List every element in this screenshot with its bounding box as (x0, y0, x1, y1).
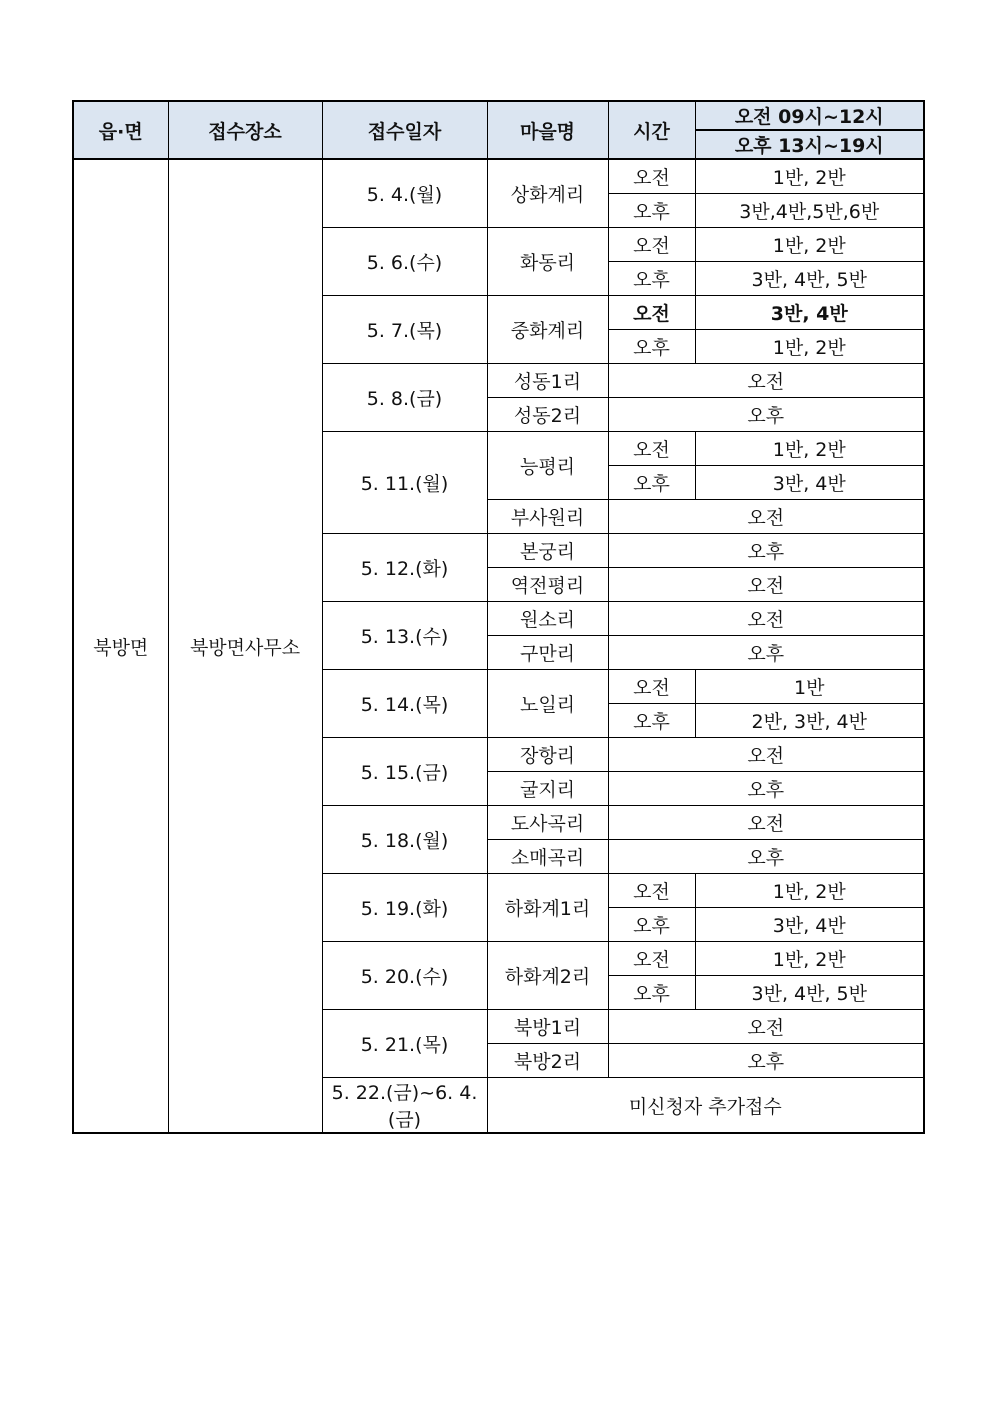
village-cell: 성동1리 (487, 364, 608, 398)
time-cell: 오전 (608, 602, 924, 636)
groups-cell: 1반, 2반 (695, 159, 924, 194)
village-cell: 북방1리 (487, 1010, 608, 1044)
location-cell: 북방면사무소 (168, 159, 322, 1133)
time-cell: 오후 (608, 262, 695, 296)
village-cell: 도사곡리 (487, 806, 608, 840)
table-row (73, 159, 924, 194)
groups-cell: 1반, 2반 (695, 942, 924, 976)
village-cell: 능평리 (487, 432, 608, 500)
village-cell: 원소리 (487, 602, 608, 636)
time-cell: 오후 (608, 194, 695, 228)
groups-cell: 1반, 2반 (695, 330, 924, 364)
village-cell: 본궁리 (487, 534, 608, 568)
time-cell: 오후 (608, 534, 924, 568)
groups-cell: 3반, 4반, 5반 (695, 976, 924, 1010)
groups-cell: 1반 (695, 670, 924, 704)
date-cell: 5. 15.(금) (322, 738, 487, 806)
time-cell: 오후 (608, 398, 924, 432)
time-cell: 오후 (608, 704, 695, 738)
time-cell: 오전 (608, 500, 924, 534)
region-cell: 북방면 (73, 159, 168, 1133)
time-cell: 오후 (608, 466, 695, 500)
header-am-range: 오전 09시~12시 (695, 101, 924, 130)
village-cell: 하화계1리 (487, 874, 608, 942)
date-cell: 5. 13.(수) (322, 602, 487, 670)
time-cell: 오전 (608, 806, 924, 840)
time-cell: 오후 (608, 330, 695, 364)
date-cell: 5. 6.(수) (322, 228, 487, 296)
header-region: 읍·면 (73, 101, 168, 159)
time-cell: 오전 (608, 296, 695, 330)
date-cell: 5. 8.(금) (322, 364, 487, 432)
time-cell: 오후 (608, 636, 924, 670)
header-date: 접수일자 (322, 101, 487, 159)
time-cell: 오전 (608, 568, 924, 602)
date-cell: 5. 11.(월) (322, 432, 487, 534)
time-cell: 오전 (608, 942, 695, 976)
date-cell: 5. 21.(목) (322, 1010, 487, 1078)
date-cell: 5. 12.(화) (322, 534, 487, 602)
note-cell: 미신청자 추가접수 (487, 1078, 924, 1134)
village-cell: 노일리 (487, 670, 608, 738)
groups-cell: 1반, 2반 (695, 874, 924, 908)
time-cell: 오전 (608, 670, 695, 704)
village-cell: 북방2리 (487, 1044, 608, 1078)
village-cell: 부사원리 (487, 500, 608, 534)
village-cell: 역전평리 (487, 568, 608, 602)
time-cell: 오전 (608, 874, 695, 908)
village-cell: 상화계리 (487, 159, 608, 228)
time-cell: 오후 (608, 772, 924, 806)
time-cell: 오전 (608, 738, 924, 772)
village-cell: 굴지리 (487, 772, 608, 806)
groups-cell: 1반, 2반 (695, 432, 924, 466)
groups-cell: 2반, 3반, 4반 (695, 704, 924, 738)
village-cell: 화동리 (487, 228, 608, 296)
time-cell: 오후 (608, 908, 695, 942)
time-cell: 오전 (608, 228, 695, 262)
village-cell: 성동2리 (487, 398, 608, 432)
groups-cell: 3반, 4반 (695, 296, 924, 330)
time-cell: 오후 (608, 976, 695, 1010)
date-cell: 5. 14.(목) (322, 670, 487, 738)
time-cell: 오전 (608, 159, 695, 194)
time-cell: 오후 (608, 1044, 924, 1078)
time-cell: 오전 (608, 1010, 924, 1044)
date-cell: 5. 18.(월) (322, 806, 487, 874)
groups-cell: 3반, 4반 (695, 466, 924, 500)
village-cell: 장항리 (487, 738, 608, 772)
village-cell: 소매곡리 (487, 840, 608, 874)
header-time: 시간 (608, 101, 695, 159)
village-cell: 하화계2리 (487, 942, 608, 1010)
header-village: 마을명 (487, 101, 608, 159)
groups-cell: 1반, 2반 (695, 228, 924, 262)
header-pm-range: 오후 13시~19시 (695, 130, 924, 159)
groups-cell: 3반, 4반, 5반 (695, 262, 924, 296)
groups-cell: 3반, 4반 (695, 908, 924, 942)
date-cell: 5. 20.(수) (322, 942, 487, 1010)
date-cell: 5. 22.(금)~6. 4.(금) (322, 1078, 487, 1134)
groups-cell: 3반,4반,5반,6반 (695, 194, 924, 228)
header-location: 접수장소 (168, 101, 322, 159)
time-cell: 오전 (608, 432, 695, 466)
date-cell: 5. 4.(월) (322, 159, 487, 228)
date-cell: 5. 7.(목) (322, 296, 487, 364)
date-cell: 5. 19.(화) (322, 874, 487, 942)
time-cell: 오후 (608, 840, 924, 874)
village-cell: 구만리 (487, 636, 608, 670)
village-cell: 중화계리 (487, 296, 608, 364)
schedule-table (72, 100, 925, 1134)
time-cell: 오전 (608, 364, 924, 398)
